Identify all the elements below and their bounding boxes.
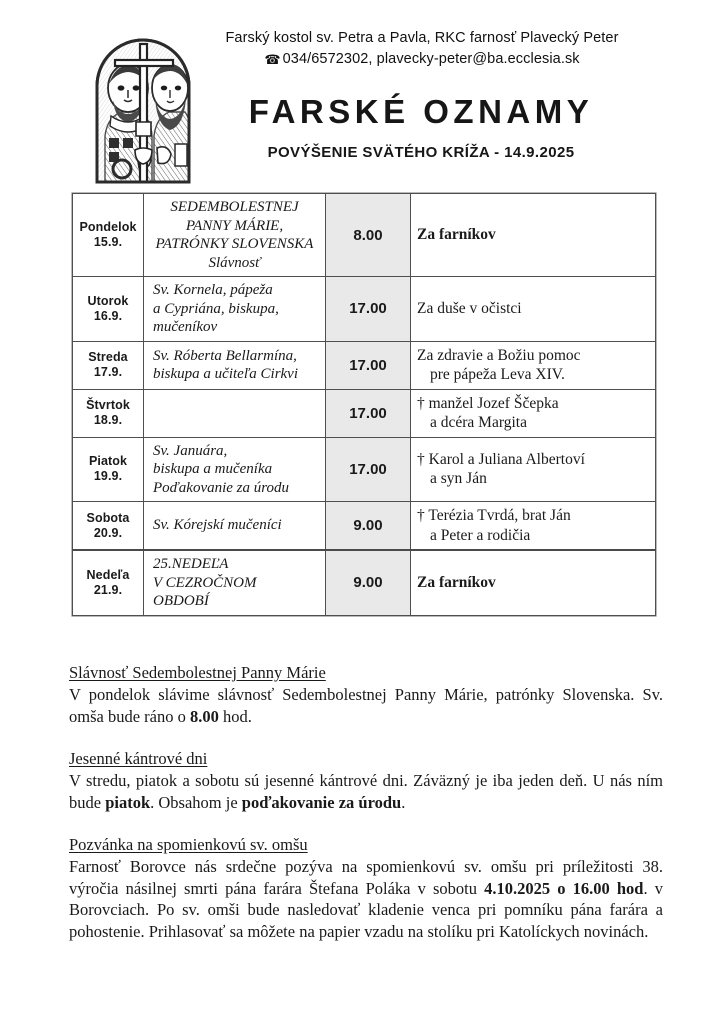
day-cell	[73, 550, 144, 615]
day-date: 18.9.	[93, 413, 123, 427]
intention-line: Za farníkov	[417, 574, 496, 591]
intention-cell	[411, 502, 656, 551]
announcement-sections	[69, 662, 663, 942]
section-body	[69, 770, 663, 813]
feast-cell	[144, 502, 326, 551]
mass-schedule-table	[72, 193, 656, 616]
feast-cell	[144, 550, 326, 615]
feast-line: Sv. Januára,	[153, 442, 228, 459]
table-row	[73, 550, 656, 615]
section-body-emphasis: 4.10.2025 o 16.00 hod	[484, 878, 644, 898]
day-cell	[73, 341, 144, 389]
feast-line: SEDEMBOLESTNEJ	[170, 199, 299, 215]
section-body-text: V pondelok slávime slávnosť Sedembolestnej Panny Márie, patrónky Slovenska. Sv. omša bude ráno o	[69, 685, 663, 726]
feast-cell	[144, 437, 326, 502]
intention-line: a Peter a rodičia	[430, 526, 531, 544]
mass-time-cell: 17.00	[326, 277, 411, 342]
intention-line: Za duše v očistci	[417, 300, 522, 317]
day-name: Pondelok	[79, 220, 137, 234]
feast-line: OBDOBÍ	[153, 593, 209, 609]
section-body-text: .	[401, 792, 406, 812]
feast-cell	[144, 389, 326, 437]
section-body-text: V stredu, piatok a sobotu sú jesenné kántrové dni. Záväzný je iba jeden deň. U nás ním bude	[69, 771, 663, 812]
day-name: Štvrtok	[86, 398, 130, 412]
intention-cell	[411, 194, 656, 277]
day-date: 19.9.	[93, 469, 123, 484]
parish-name-line: Farský kostol sv. Petra a Pavla, RKC farnosť Plavecký Peter	[225, 30, 619, 46]
feast-line: Slávnosť	[208, 254, 261, 271]
feast-line: PANNY MÁRIE,	[185, 217, 284, 234]
day-name: Utorok	[87, 293, 129, 308]
intention-line: † Terézia Tvrdá, brat Ján	[417, 507, 571, 524]
intention-cell	[411, 277, 656, 342]
day-name: Piatok	[88, 454, 128, 469]
intention-cell	[411, 550, 656, 615]
mass-time-cell: 9.00	[326, 502, 411, 551]
feast-line: Sv. Kórejskí mučeníci	[153, 517, 282, 534]
mass-time-cell: 17.00	[326, 389, 411, 437]
intention-line: Za zdravie a Božiu pomoc	[417, 346, 581, 364]
mass-time-cell: 8.00	[326, 194, 411, 277]
section-body-text: Farnosť Borovce nás srdečne pozýva na spomienkovú sv. omšu pri príležitosti 38. výročia násilnej smrti pána farára Štefana Poláka v sobotu	[69, 857, 663, 898]
telephone-icon: ☎	[264, 53, 281, 68]
section-body	[69, 684, 663, 727]
intention-cell	[411, 341, 656, 389]
document-header	[0, 0, 724, 165]
section-body-text: . v Borovciach. Po sv. omši bude nasledovať kladenie venca pri pomníku pána farára a pohostenie. Prihlasovať sa môžete na papier vzadu na stolíku pri Katolíckych novinách.	[69, 878, 664, 941]
section-body-text: . Obsahom je	[150, 792, 242, 812]
day-cell	[73, 194, 144, 277]
parish-contact-line	[144, 49, 700, 71]
table-row	[73, 277, 656, 342]
section-heading: Pozvánka na spomienkovú sv. omšu	[69, 835, 308, 854]
intention-line: a syn Ján	[430, 470, 487, 488]
day-date: 15.9.	[93, 235, 123, 249]
feast-cell	[144, 277, 326, 342]
table-row	[73, 194, 656, 277]
day-cell	[73, 502, 144, 551]
intention-cell	[411, 437, 656, 502]
section-body	[69, 856, 663, 942]
table-row	[73, 437, 656, 502]
intention-line: Za farníkov	[417, 226, 496, 244]
table-row	[73, 502, 656, 551]
feast-line: V CEZROČNOM	[153, 574, 257, 591]
mass-schedule-table-wrapper	[72, 193, 655, 616]
table-row	[73, 341, 656, 389]
page-title: FARSKÉ OZNAMY	[248, 93, 594, 130]
day-cell	[73, 437, 144, 502]
day-cell	[73, 389, 144, 437]
section-heading: Slávnosť Sedembolestnej Panny Márie	[69, 663, 326, 682]
feast-line: mučeníkov	[153, 319, 218, 335]
section-body-emphasis: poďakovanie za úrodu	[241, 792, 402, 812]
announcement-section	[69, 662, 663, 727]
section-body-emphasis: piatok	[105, 792, 151, 812]
intention-line: † Karol a Juliana Albertoví	[417, 450, 585, 468]
mass-time-cell: 9.00	[326, 550, 411, 615]
feast-line: Sv. Kornela, pápeža	[153, 282, 273, 298]
intention-line: † manžel Jozef Ščepka	[417, 394, 559, 412]
day-date: 17.9.	[93, 365, 123, 379]
announcement-section	[69, 748, 663, 813]
feast-line: Sv. Róberta Bellarmína,	[153, 347, 297, 364]
intention-line: pre pápeža Leva XIV.	[430, 366, 565, 383]
page-subtitle: POVÝŠENIE SVÄTÉHO KRÍŽA - 14.9.2025	[267, 144, 575, 161]
feast-line: Poďakovanie za úrodu	[153, 479, 290, 496]
mass-time-cell: 17.00	[326, 437, 411, 502]
saints-peter-and-paul-woodcut-icon	[91, 26, 195, 188]
feast-line: a Cypriána, biskupa,	[153, 300, 279, 317]
day-name: Streda	[88, 350, 128, 364]
feast-line: biskupa a mučeníka	[153, 461, 273, 477]
intention-cell	[411, 389, 656, 437]
day-date: 20.9.	[93, 525, 123, 540]
section-body-text: hod.	[218, 706, 252, 726]
day-name: Nedeľa	[86, 567, 130, 582]
table-row	[73, 389, 656, 437]
section-body-emphasis: 8.00	[189, 706, 219, 726]
day-date: 21.9.	[93, 582, 123, 597]
parish-phone-email: 034/6572302, plavecky-peter@ba.ecclesia.sk	[282, 51, 580, 67]
announcement-section	[69, 834, 663, 942]
feast-cell	[144, 341, 326, 389]
feast-line: PATRÓNKY SLOVENSKA	[155, 236, 314, 252]
day-date: 16.9.	[93, 308, 123, 323]
section-heading: Jesenné kántrové dni	[69, 749, 208, 768]
day-name: Sobota	[86, 510, 130, 525]
mass-time-cell: 17.00	[326, 341, 411, 389]
intention-line: a dcéra Margita	[430, 414, 527, 431]
day-cell	[73, 277, 144, 342]
feast-line: 25.NEDEĽA	[153, 556, 229, 572]
feast-line: biskupa a učiteľa Cirkvi	[153, 366, 299, 382]
feast-cell	[144, 194, 326, 277]
